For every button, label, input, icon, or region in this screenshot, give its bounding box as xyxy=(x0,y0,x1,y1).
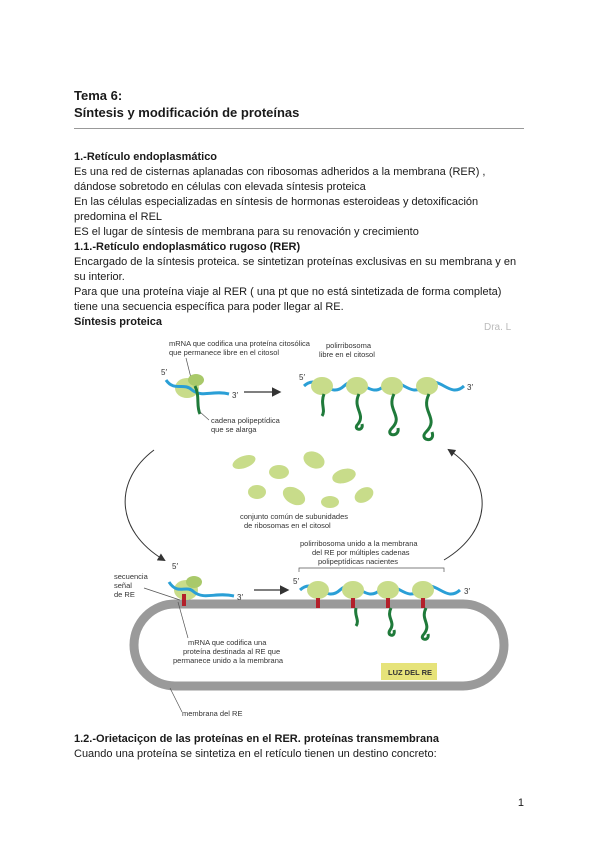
five-prime-label: 5′ xyxy=(299,373,305,382)
label-bound-polyribosome-2: del RE por múltiples cadenas xyxy=(312,548,410,557)
label-bound-polyribosome-1: polirribosoma unido a la membrana xyxy=(300,539,418,548)
label-lumen: LUZ DEL RE xyxy=(388,668,433,677)
section-1-1-line: Encargado de la síntesis proteica. se sintetizan proteínas exclusivas en su membrana y en xyxy=(74,256,517,268)
five-prime-label: 5′ xyxy=(161,368,167,377)
label-mrna-cytosolic-2: que permanece libre en el citosol xyxy=(169,348,280,357)
section-1-heading: 1.-Retículo endoplasmático xyxy=(74,151,218,163)
label-er-membrane: membrana del RE xyxy=(182,709,243,718)
protein-synthesis-subheading: Síntesis proteica xyxy=(74,316,163,328)
page-title xyxy=(74,87,299,121)
polypeptide-chain xyxy=(195,386,200,414)
section-1-1-line: Para que una proteína viaje al RER ( una pt que no está sintetizada de forma completa) xyxy=(74,286,502,298)
section-1-2-line: Cuando una proteína se sintetiza en el retículo tienen un destino concreto: xyxy=(74,748,437,760)
title-line-2: Síntesis y modificación de proteínas xyxy=(74,105,300,120)
section-1-1-line: tiene una secuencia específica para poder llegar al RE. xyxy=(74,301,344,313)
cycle-arrow-left xyxy=(125,450,164,560)
five-prime-label: 5′ xyxy=(172,562,178,571)
label-free-polyribosome-1: polirribosoma xyxy=(326,341,372,350)
label-chain-1: cadena polipeptídica xyxy=(211,416,280,425)
section-1-line: En las células especializadas en síntesis de hormonas esteroideas y detoxificación xyxy=(74,196,479,208)
label-chain-2: que se alarga xyxy=(211,425,257,434)
label-signal-3: de RE xyxy=(114,590,135,599)
label-bound-polyribosome-3: polipeptídicas nacientes xyxy=(318,557,399,566)
section-1-line: dándose sobretodo en células con elevada síntesis proteica xyxy=(74,181,366,193)
leader-line xyxy=(200,412,209,420)
label-subunit-pool-1: conjunto común de subunidades xyxy=(240,512,348,521)
corner-mark: Dra. L xyxy=(484,322,512,333)
three-prime-label: 3′ xyxy=(464,587,470,596)
label-mrna-er-3: permanece unido a la membrana xyxy=(173,656,284,665)
title-line-1: Tema 6: xyxy=(74,88,123,103)
body-text xyxy=(74,150,534,330)
nascent-chains-free xyxy=(322,394,433,440)
label-mrna-er-1: mRNA que codifica una xyxy=(188,638,267,647)
section-1-line: ES el lugar de síntesis de membrana para su renovación y crecimiento xyxy=(74,226,419,238)
cycle-arrow-right xyxy=(444,450,482,560)
protein-synthesis-figure xyxy=(74,320,524,720)
bracket xyxy=(299,568,444,572)
bound-polyribosome-ribosomes xyxy=(307,581,434,599)
section-1-line: predomina el REL xyxy=(74,211,163,223)
three-prime-label: 3′ xyxy=(467,383,473,392)
five-prime-label: 5′ xyxy=(293,577,299,586)
section-1-2-heading: 1.2.-Orietaciçon de las proteínas en el RER. proteínas transmembrana xyxy=(74,733,439,745)
title-divider xyxy=(74,128,524,129)
section-1-line: Es una red de cisternas aplanadas con ribosomas adheridos a la membrana (RER) , xyxy=(74,166,486,178)
label-free-polyribosome-2: libre en el citosol xyxy=(319,350,375,359)
ribosome-subunit-pool xyxy=(231,448,376,509)
leader-line xyxy=(170,688,182,712)
page-number: 1 xyxy=(517,797,524,809)
label-signal-1: secuencia xyxy=(114,572,148,581)
section-1-2 xyxy=(74,732,534,762)
section-1-1-line: su interior. xyxy=(74,271,125,283)
signal-sequence xyxy=(182,594,186,606)
free-polyribosome-ribosomes xyxy=(311,377,438,395)
three-prime-label: 3′ xyxy=(232,391,238,400)
label-mrna-er-2: proteína destinada al RE que xyxy=(183,647,281,656)
label-signal-2: señal xyxy=(114,581,132,590)
label-subunit-pool-2: de ribosomas en el citosol xyxy=(244,521,331,530)
label-mrna-cytosolic-1: mRNA que codifica una proteína citosólica xyxy=(169,339,310,348)
three-prime-label: 3′ xyxy=(237,593,243,602)
section-1-1-heading: 1.1.-Retículo endoplasmático rugoso (RER) xyxy=(74,241,301,253)
